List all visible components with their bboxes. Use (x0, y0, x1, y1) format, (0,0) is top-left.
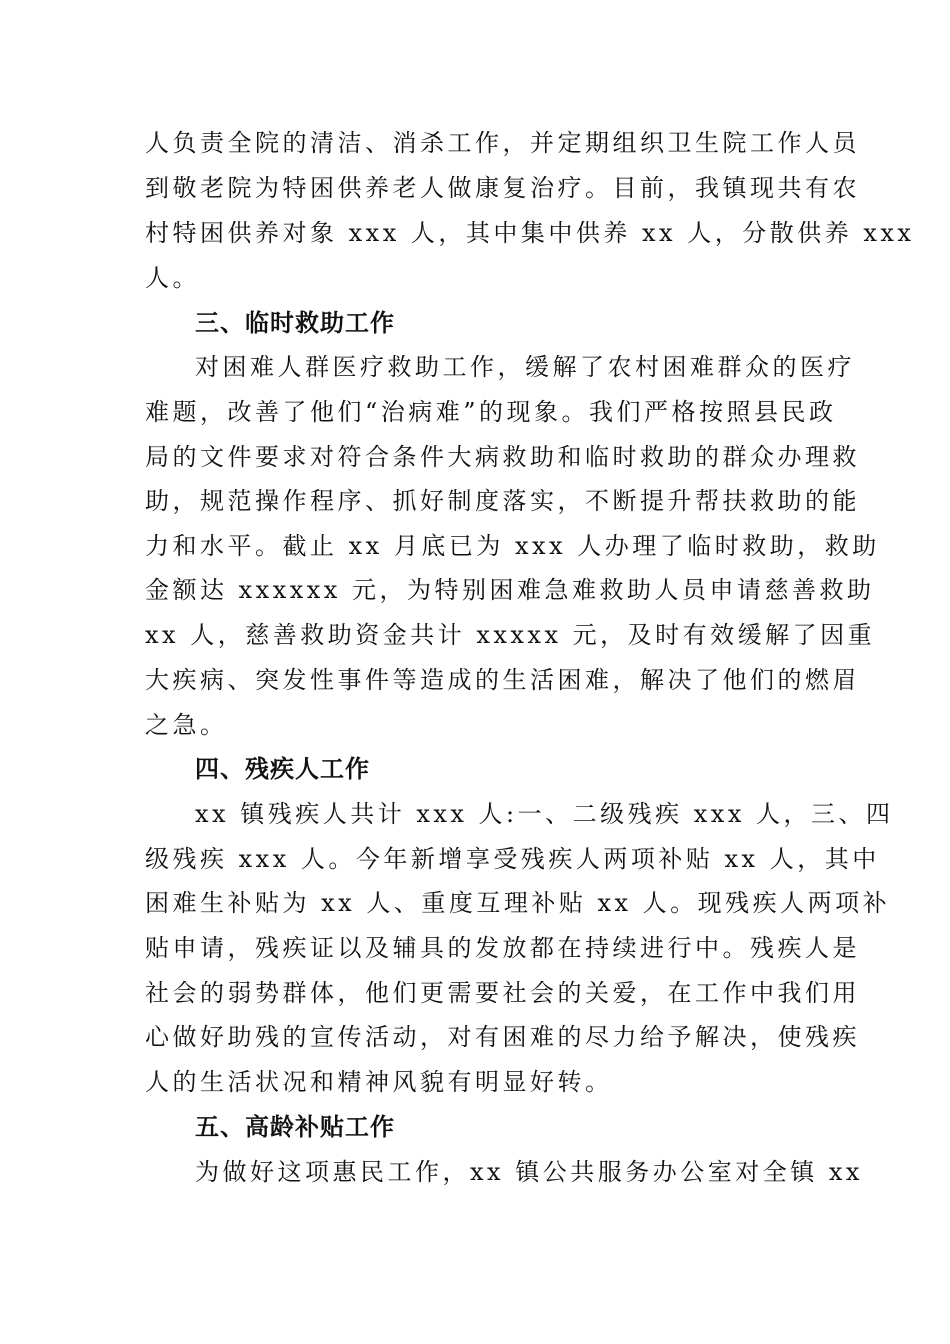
paragraph-line: 困难生补贴为 xx 人、重度互理补贴 xx 人。现残疾人两项补 (145, 889, 891, 917)
paragraph-line: 贴申请，残疾证以及辅具的发放都在持续进行中。残疾人是 (145, 934, 860, 962)
section-heading-5: 五、高龄补贴工作 (195, 1113, 395, 1141)
paragraph-line: 大疾病、突发性事件等造成的生活困难，解决了他们的燃眉 (145, 666, 860, 694)
paragraph-line: 为做好这项惠民工作，xx 镇公共服务办公室对全镇 xx (195, 1158, 863, 1186)
section-heading-3: 三、临时救助工作 (195, 309, 395, 337)
paragraph-line: 级残疾 xxx 人。今年新增享受残疾人两项补贴 xx 人，其中 (145, 845, 880, 873)
paragraph-line: xx 镇残疾人共计 xxx 人:一、二级残疾 xxx 人，三、四 (195, 800, 894, 828)
paragraph-line: 局的文件要求对符合条件大病救助和临时救助的群众办理救 (145, 443, 860, 471)
section-heading-4: 四、残疾人工作 (195, 755, 370, 783)
paragraph-line: 之急。 (145, 711, 228, 739)
paragraph-line: 对困难人群医疗救助工作，缓解了农村困难群众的医疗 (195, 353, 855, 381)
paragraph-line: 难题，改善了他们“治病难”的现象。我们严格按照县民政 (145, 398, 837, 426)
paragraph-line: 人的生活状况和精神风貌有明显好转。 (145, 1068, 613, 1096)
paragraph-line: 助，规范操作程序、抓好制度落实，不断提升帮扶救助的能 (145, 487, 860, 515)
paragraph-line: 人负责全院的清洁、消杀工作，并定期组织卫生院工作人员 (145, 129, 860, 157)
paragraph-line: 到敬老院为特困供养老人做康复治疗。目前，我镇现共有农 (145, 174, 860, 202)
paragraph-line: 社会的弱势群体，他们更需要社会的关爱，在工作中我们用 (145, 979, 860, 1007)
paragraph-line: 心做好助残的宣传活动，对有困难的尽力给予解决，使残疾 (145, 1023, 860, 1051)
paragraph-line: 村特困供养对象 xxx 人，其中集中供养 xx 人，分散供养 xxx (145, 219, 915, 247)
paragraph-line: xx 人，慈善救助资金共计 xxxxx 元，及时有效缓解了因重 (145, 621, 876, 649)
paragraph-line: 力和水平。截止 xx 月底已为 xxx 人办理了临时救助，救助 (145, 532, 880, 560)
paragraph-line: 金额达 xxxxxx 元，为特别困难急难救助人员申请慈善救助 (145, 576, 875, 604)
paragraph-line: 人。 (145, 264, 200, 292)
